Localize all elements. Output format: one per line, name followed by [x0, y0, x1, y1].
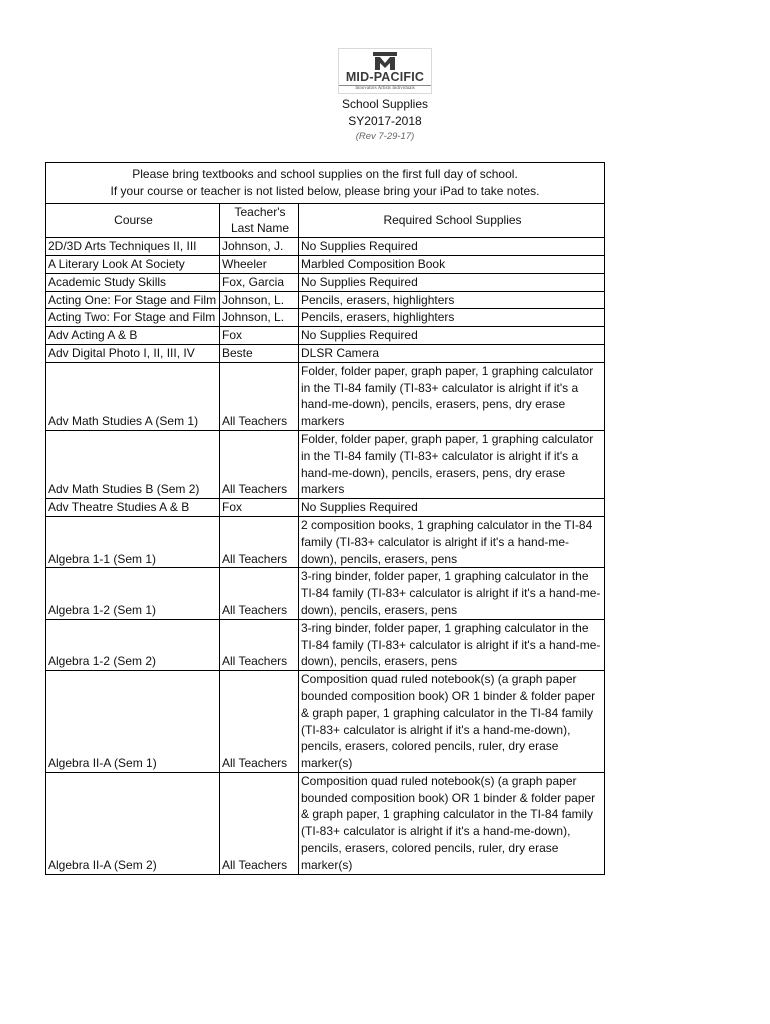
table-row — [46, 255, 605, 273]
supplies-cell: Pencils, erasers, highlighters — [299, 291, 605, 309]
supplies-cell: No Supplies Required — [299, 499, 605, 517]
m-crest-icon — [372, 51, 398, 71]
supplies-cell: Composition quad ruled notebook(s) (a graph paper bounded composition book) OR 1 binder & folder paper & graph paper, 1 graphing calculator in the TI-84 family (TI-83+ calculator is alright if it's a hand-me-down), pencils, erasers, colored pencils, ruler, dry erase marker(s) — [299, 671, 605, 773]
notice-line-1: Please bring textbooks and school supplies on the first full day of school. — [132, 167, 518, 181]
course-cell: Algebra II-A (Sem 2) — [46, 772, 220, 874]
teacher-cell: Fox — [220, 499, 299, 517]
supplies-cell: Composition quad ruled notebook(s) (a graph paper bounded composition book) OR 1 binder & folder paper & graph paper, 1 graphing calculator in the TI-84 family (TI-83+ calculator is alright if it's a hand-me-down), pencils, erasers, colored pencils, ruler, dry erase marker(s) — [299, 772, 605, 874]
teacher-cell: All Teachers — [220, 568, 299, 619]
teacher-cell: Johnson, J. — [220, 238, 299, 256]
supplies-cell: No Supplies Required — [299, 238, 605, 256]
teacher-column-header — [220, 203, 299, 238]
course-cell: Algebra II-A (Sem 1) — [46, 671, 220, 773]
table-row — [46, 291, 605, 309]
table-row — [46, 430, 605, 498]
notice-row — [46, 163, 605, 204]
teacher-cell: All Teachers — [220, 671, 299, 773]
table-row — [46, 344, 605, 362]
supplies-cell: Folder, folder paper, graph paper, 1 graphing calculator in the TI-84 family (TI-83+ calculator is alright if it's a hand-me-down), pencils, erasers, pens, dry erase markers — [299, 362, 605, 430]
teacher-cell: Wheeler — [220, 255, 299, 273]
course-cell: A Literary Look At Society — [46, 255, 220, 273]
table-row — [46, 238, 605, 256]
course-cell: 2D/3D Arts Techniques II, III — [46, 238, 220, 256]
course-cell: Algebra 1-1 (Sem 1) — [46, 516, 220, 567]
table-row — [46, 362, 605, 430]
supplies-cell: Folder, folder paper, graph paper, 1 graphing calculator in the TI-84 family (TI-83+ calculator is alright if it's a hand-me-down), pencils, erasers, pens, dry erase markers — [299, 430, 605, 498]
notice-cell — [46, 163, 605, 204]
teacher-cell: Johnson, L. — [220, 291, 299, 309]
document-title: School Supplies — [341, 97, 429, 111]
table-row — [46, 671, 605, 773]
teacher-header-line-2: Last Name — [230, 221, 290, 236]
table-row — [46, 309, 605, 327]
column-header-row — [46, 203, 605, 238]
supplies-cell: 2 composition books, 1 graphing calculator in the TI-84 family (TI-83+ calculator is alright if it's a hand-me-down), pencils, erasers, pens — [299, 516, 605, 567]
teacher-header-line-1: Teacher's — [234, 204, 286, 219]
teacher-cell: Fox — [220, 327, 299, 345]
supplies-column-header: Required School Supplies — [299, 203, 605, 238]
supplies-table — [45, 162, 605, 875]
table-row — [46, 327, 605, 345]
supplies-cell: No Supplies Required — [299, 273, 605, 291]
course-cell: Adv Acting A & B — [46, 327, 220, 345]
teacher-cell: All Teachers — [220, 619, 299, 670]
teacher-cell: All Teachers — [220, 430, 299, 498]
supplies-cell: Pencils, erasers, highlighters — [299, 309, 605, 327]
course-column-header: Course — [46, 203, 220, 238]
notice-line-2: If your course or teacher is not listed below, please bring your iPad to take notes. — [110, 183, 540, 198]
course-cell: Adv Digital Photo I, II, III, IV — [46, 344, 220, 362]
teacher-cell: Fox, Garcia — [220, 273, 299, 291]
logo-tagline: Innovators Artists Individuals — [339, 85, 431, 92]
supplies-cell: 3-ring binder, folder paper, 1 graphing calculator in the TI-84 family (TI-83+ calculator is alright if it's a hand-me-down), pencils, erasers, pens — [299, 619, 605, 670]
teacher-cell: All Teachers — [220, 362, 299, 430]
table-row — [46, 772, 605, 874]
supplies-cell: 3-ring binder, folder paper, 1 graphing calculator in the TI-84 family (TI-83+ calculator is alright if it's a hand-me-down), pencils, erasers, pens — [299, 568, 605, 619]
table-row — [46, 568, 605, 619]
course-cell: Academic Study Skills — [46, 273, 220, 291]
school-year: SY2017-2018 — [348, 114, 422, 128]
table-row — [46, 499, 605, 517]
table-row — [46, 273, 605, 291]
course-cell: Acting Two: For Stage and Film — [46, 309, 220, 327]
supplies-cell: No Supplies Required — [299, 327, 605, 345]
table-row — [46, 516, 605, 567]
teacher-cell: Johnson, L. — [220, 309, 299, 327]
logo-wordmark: MID-PACIFIC — [345, 70, 425, 84]
teacher-cell: Beste — [220, 344, 299, 362]
supplies-cell: DLSR Camera — [299, 344, 605, 362]
course-cell: Algebra 1-2 (Sem 1) — [46, 568, 220, 619]
course-cell: Acting One: For Stage and Film — [46, 291, 220, 309]
revision-note: (Rev 7-29-17) — [355, 131, 415, 142]
teacher-cell: All Teachers — [220, 772, 299, 874]
course-cell: Algebra 1-2 (Sem 2) — [46, 619, 220, 670]
course-cell: Adv Theatre Studies A & B — [46, 499, 220, 517]
course-cell: Adv Math Studies B (Sem 2) — [46, 430, 220, 498]
school-logo — [338, 48, 432, 94]
table-row — [46, 619, 605, 670]
course-cell: Adv Math Studies A (Sem 1) — [46, 362, 220, 430]
supplies-cell: Marbled Composition Book — [299, 255, 605, 273]
teacher-cell: All Teachers — [220, 516, 299, 567]
